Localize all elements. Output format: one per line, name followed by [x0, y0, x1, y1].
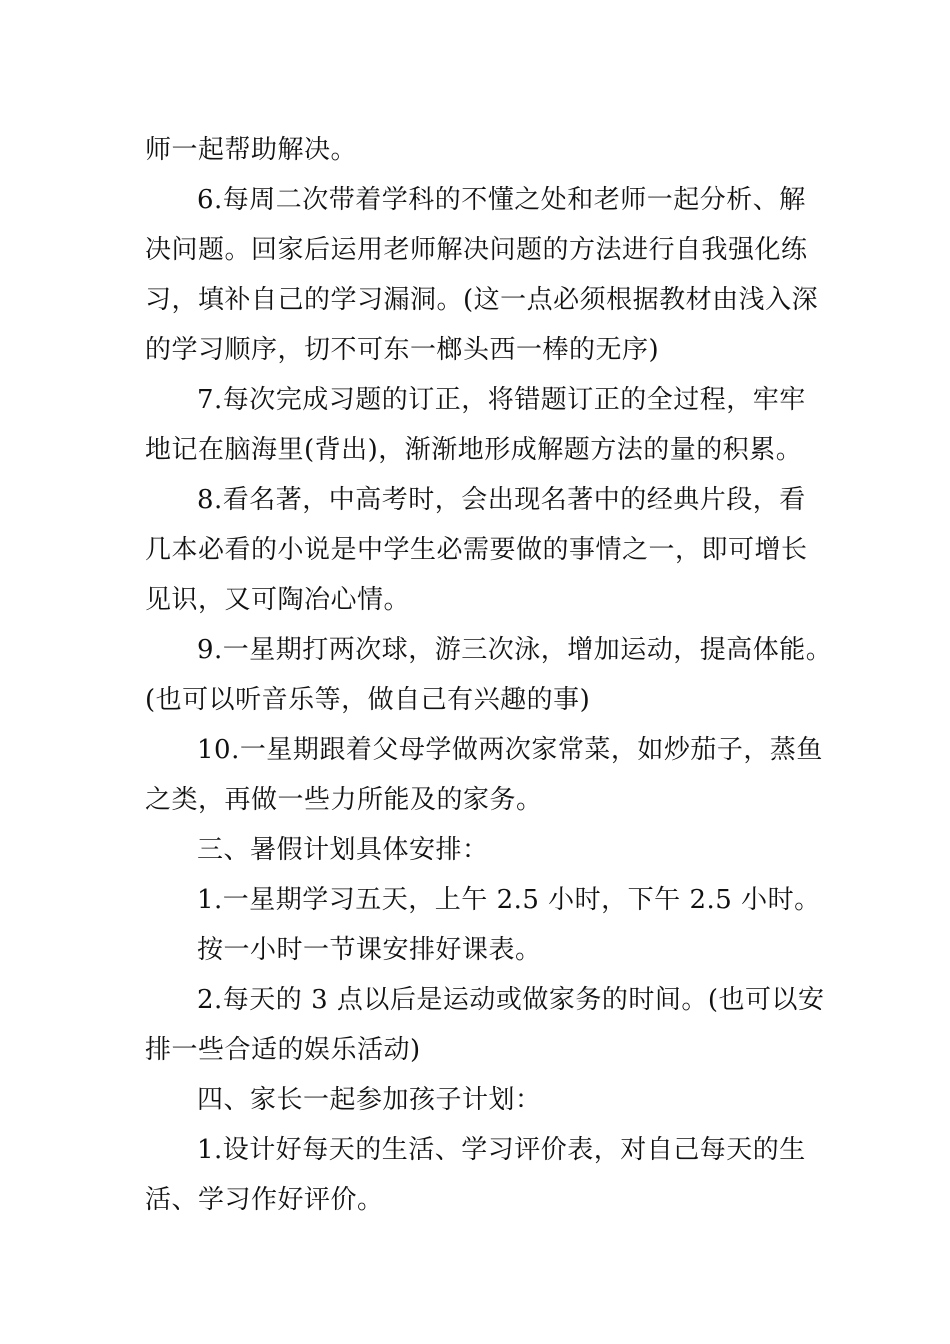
text-line: 6.每周二次带着学科的不懂之处和老师一起分析、解 — [197, 185, 806, 215]
text-line: 7.每次完成习题的订正，将错题订正的全过程，牢牢 — [197, 385, 806, 415]
text-line: 按一小时一节课安排好课表。 — [197, 935, 542, 965]
text-line: 地记在脑海里(背出)，渐渐地形成解题方法的量的积累。 — [145, 435, 803, 465]
text-line: 10.一星期跟着父母学做两次家常菜，如炒茄子，蒸鱼 — [197, 735, 823, 765]
text-line: 决问题。回家后运用老师解决问题的方法进行自我强化练 — [145, 235, 808, 265]
text-line: 1.设计好每天的生活、学习评价表，对自己每天的生 — [197, 1135, 806, 1165]
text-line: 8.看名著，中高考时，会出现名著中的经典片段，看 — [197, 485, 806, 515]
text-line: 见识，又可陶冶心情。 — [145, 585, 411, 615]
text-line: (也可以听音乐等，做自己有兴趣的事) — [145, 685, 591, 715]
text-line: 习，填补自己的学习漏洞。(这一点必须根据教材由浅入深 — [145, 285, 819, 315]
text-line: 的学习顺序，切不可东一榔头西一棒的无序) — [145, 335, 660, 365]
section-heading: 三、暑假计划具体安排： — [197, 835, 489, 865]
text-line: 活、学习作好评价。 — [145, 1185, 384, 1215]
section-heading: 四、家长一起参加孩子计划： — [197, 1085, 542, 1115]
text-line: 师一起帮助解决。 — [145, 135, 358, 165]
text-line: 1.一星期学习五天，上午 2.5 小时，下午 2.5 小时。 — [197, 885, 821, 915]
text-line: 2.每天的 3 点以后是运动或做家务的时间。(也可以安 — [197, 985, 825, 1015]
text-line: 排一些合适的娱乐活动) — [145, 1035, 421, 1065]
text-line: 之类，再做一些力所能及的家务。 — [145, 785, 543, 815]
text-line: 几本必看的小说是中学生必需要做的事情之一，即可增长 — [145, 535, 808, 565]
text-line: 9.一星期打两次球，游三次泳，增加运动，提高体能。 — [197, 635, 833, 665]
